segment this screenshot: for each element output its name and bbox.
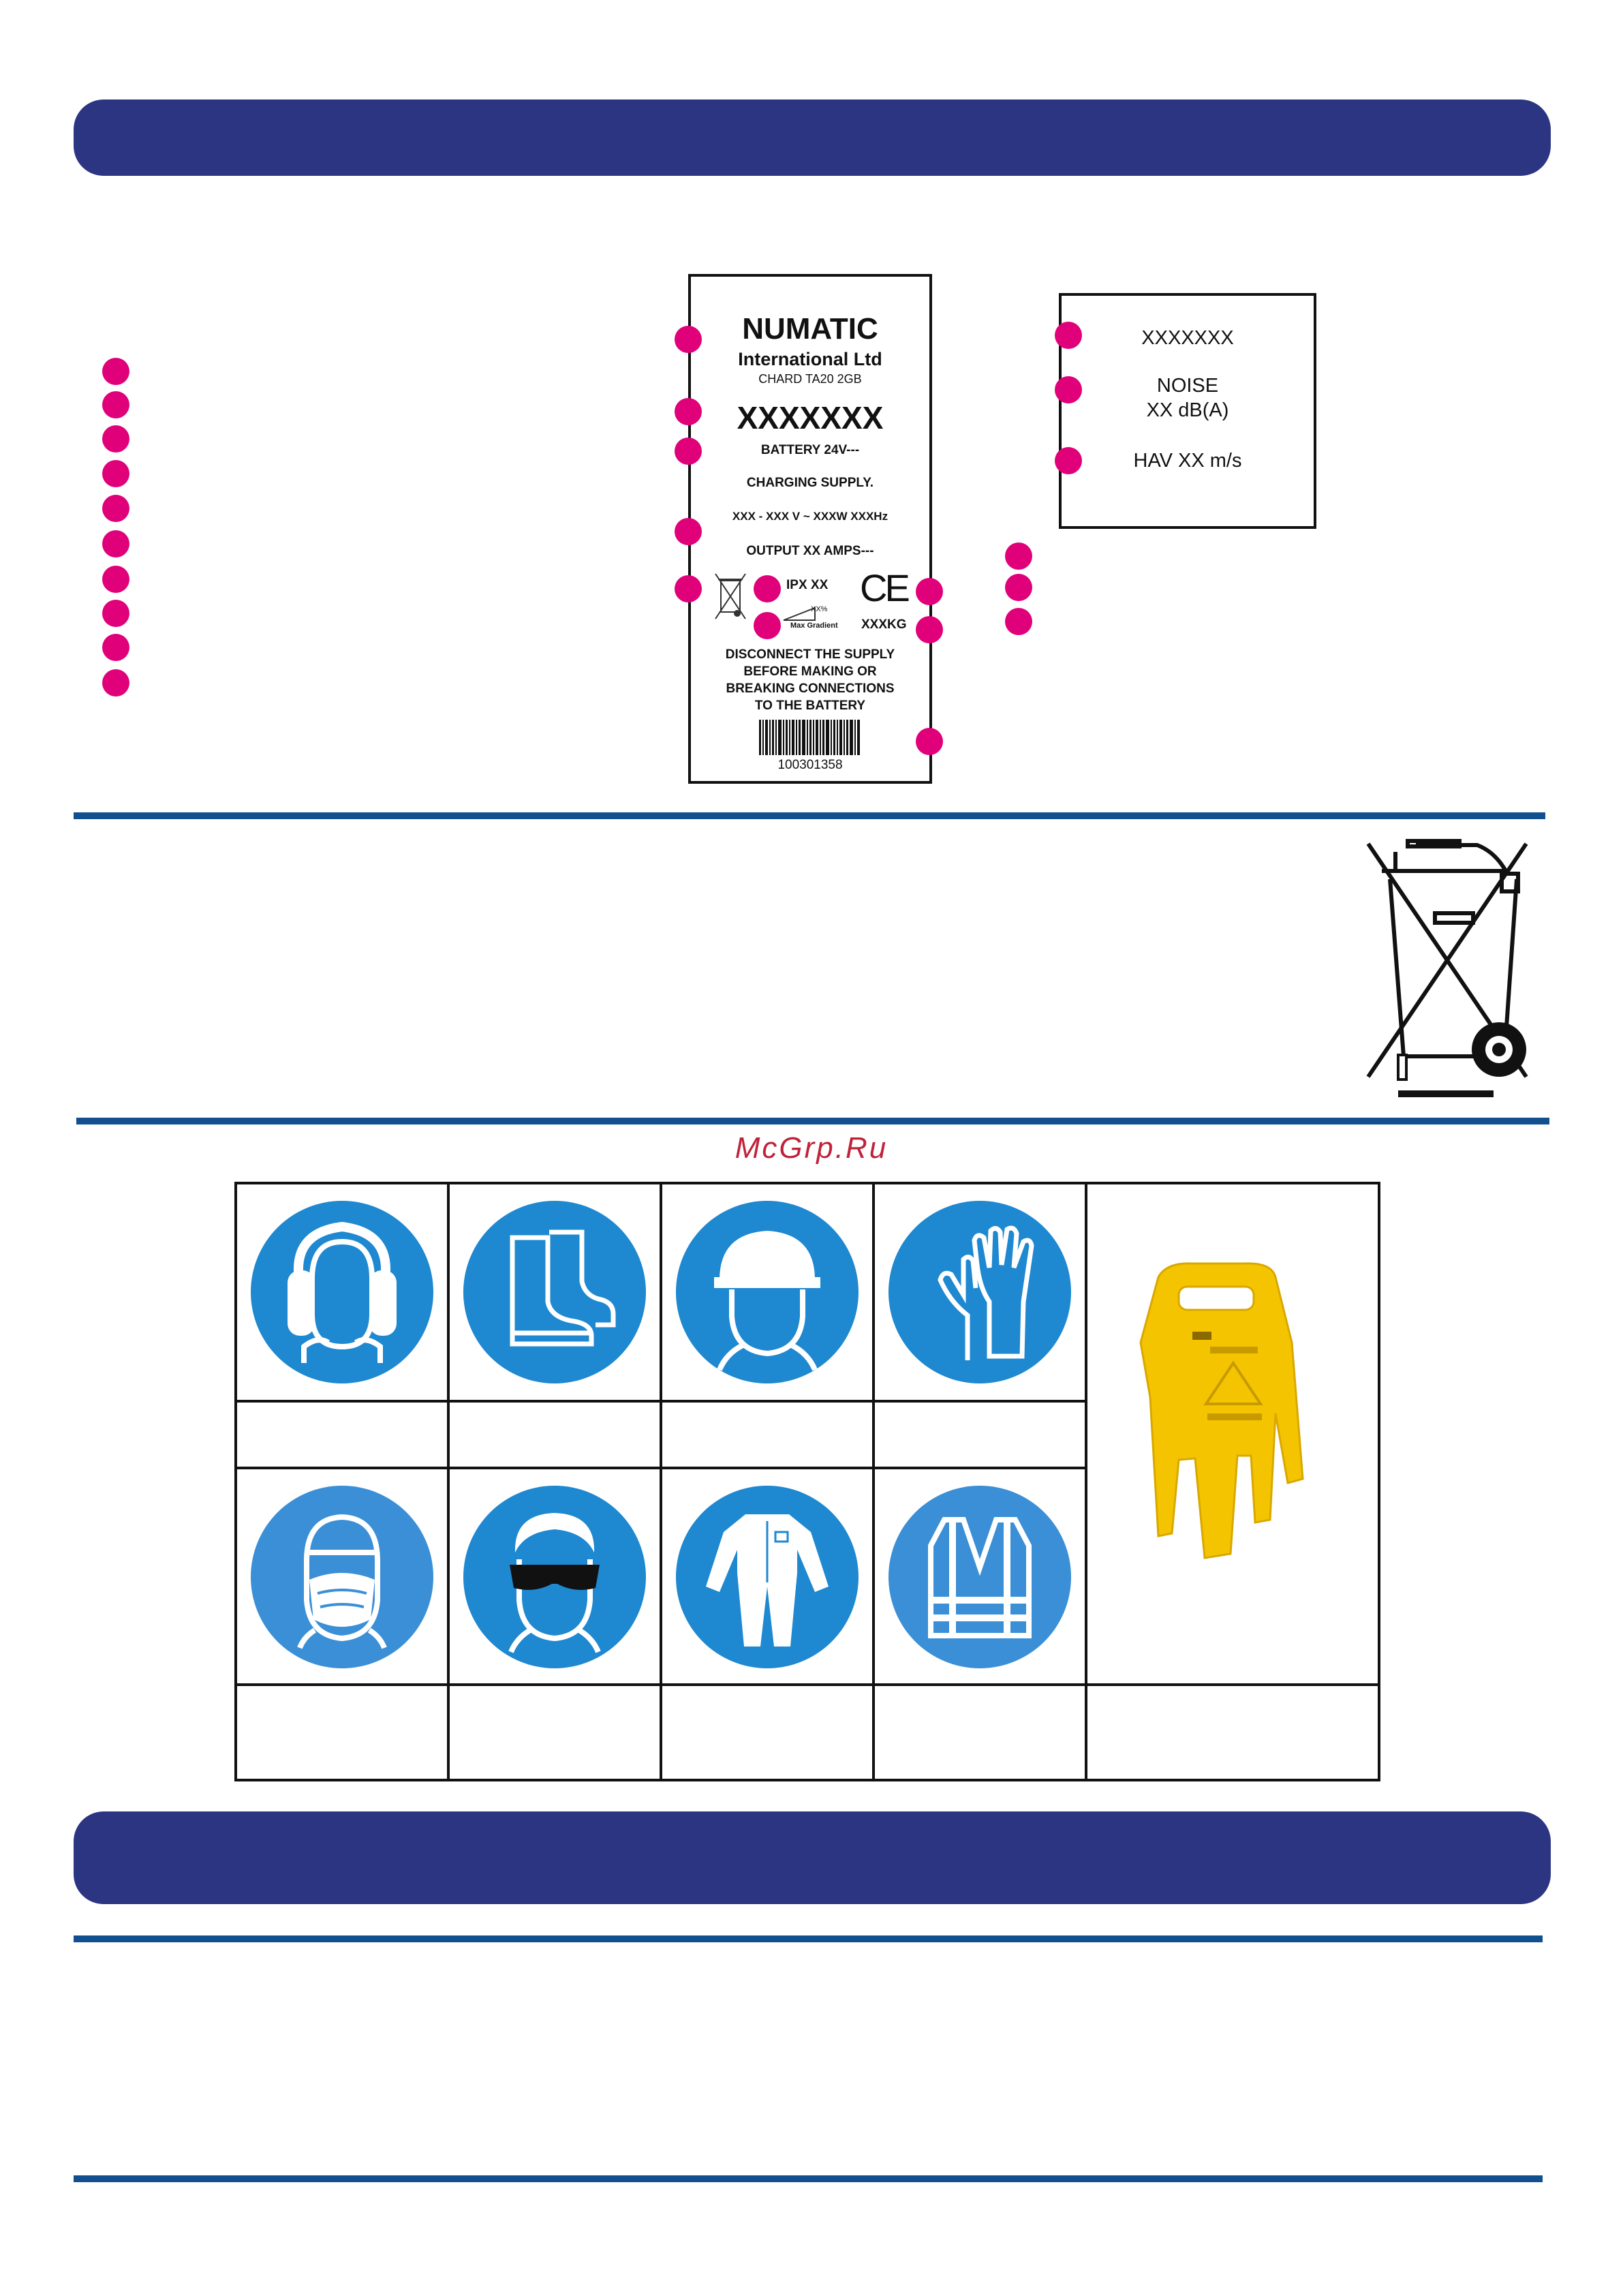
label-charging: CHARGING SUPPLY.: [746, 476, 874, 490]
section-divider: [74, 1935, 1543, 1942]
warning-sign-caption-cell: [1085, 1683, 1380, 1781]
dust-mask-icon: [249, 1484, 435, 1670]
label-gradient-text: Max Gradient: [790, 622, 838, 630]
noise-label: [1059, 293, 1316, 529]
label-weight: XXXKG: [861, 617, 907, 632]
legend-dot: [102, 600, 129, 627]
noise-hav: HAV XX m/s: [1133, 450, 1242, 472]
label-output: OUTPUT XX AMPS---: [746, 544, 874, 558]
legend-dot: [1005, 608, 1032, 635]
legend-dot: [102, 358, 129, 385]
legend-dot: [102, 495, 129, 522]
label-address: CHARD TA20 2GB: [758, 372, 862, 386]
callout-dot: [1055, 376, 1082, 403]
callout-dot: [675, 438, 702, 465]
label-warning-2: BEFORE MAKING OR: [743, 664, 877, 679]
ppe-caption-cell: [234, 1400, 450, 1469]
rating-label: [688, 274, 932, 784]
watermark: McGrp.Ru: [735, 1131, 888, 1165]
legend-dot: [102, 425, 129, 453]
safety-boots-icon: [462, 1199, 647, 1385]
ppe-caption-cell: [872, 1400, 1087, 1469]
section-divider: [74, 812, 1545, 819]
legend-dot: [102, 460, 129, 487]
legend-dot: [102, 669, 129, 697]
section-divider: [76, 1118, 1549, 1124]
ppe-caption-cell: [660, 1400, 875, 1469]
gloves-icon: [887, 1199, 1072, 1385]
callout-dot: [754, 575, 781, 602]
bottom-banner: [74, 1811, 1551, 1904]
label-company: International Ltd: [738, 349, 882, 369]
callout-dot: [675, 326, 702, 353]
hi-vis-vest-icon: [887, 1484, 1072, 1670]
label-ce-mark: CE: [860, 566, 908, 609]
legend-dot: [102, 391, 129, 418]
label-model: XXXXXXX: [737, 400, 884, 435]
legend-dot: [102, 634, 129, 661]
noise-model: XXXXXXX: [1141, 327, 1234, 349]
hard-hat-icon: [675, 1199, 860, 1385]
callout-dot: [675, 575, 702, 602]
label-warning-4: TO THE BATTERY: [754, 699, 866, 713]
ppe-caption-cell: [872, 1683, 1087, 1781]
callout-dot: [1055, 322, 1082, 349]
weee-bin-icon: [713, 571, 748, 626]
callout-dot: [916, 728, 943, 755]
overalls-icon: [675, 1484, 860, 1670]
legend-dot: [1005, 574, 1032, 601]
callout-dot: [754, 612, 781, 639]
label-ipx: IPX XX: [786, 578, 829, 592]
ppe-caption-cell: [447, 1683, 662, 1781]
noise-title: NOISE: [1156, 375, 1219, 397]
legend-dot: [1005, 542, 1032, 570]
callout-dot: [1055, 447, 1082, 474]
section-divider: [74, 2175, 1543, 2182]
label-warning-3: BREAKING CONNECTIONS: [726, 682, 895, 696]
label-voltage: XXX - XXX V ~ XXXW XXXHz: [732, 510, 888, 523]
legend-dot: [102, 566, 129, 593]
label-gradient-value: XX%: [811, 605, 828, 613]
wet-floor-sign-icon: [1131, 1261, 1308, 1574]
ppe-caption-cell: [660, 1683, 875, 1781]
callout-dot: [675, 518, 702, 545]
ppe-caption-cell: [234, 1683, 450, 1781]
noise-value: XX dB(A): [1146, 399, 1229, 421]
safety-glasses-icon: [462, 1484, 647, 1670]
ear-protection-icon: [249, 1199, 435, 1385]
weee-crossed-bin-icon: [1348, 825, 1547, 1103]
callout-dot: [916, 616, 943, 643]
label-warning-1: DISCONNECT THE SUPPLY: [725, 647, 895, 662]
legend-dot: [102, 530, 129, 557]
ppe-caption-cell: [447, 1400, 662, 1469]
top-banner: [74, 100, 1551, 176]
label-brand: NUMATIC: [742, 312, 878, 346]
barcode-icon: [759, 720, 861, 755]
label-battery: BATTERY 24V---: [760, 443, 860, 457]
callout-dot: [675, 398, 702, 425]
label-barcode-number: 100301358: [777, 758, 843, 772]
callout-dot: [916, 578, 943, 605]
